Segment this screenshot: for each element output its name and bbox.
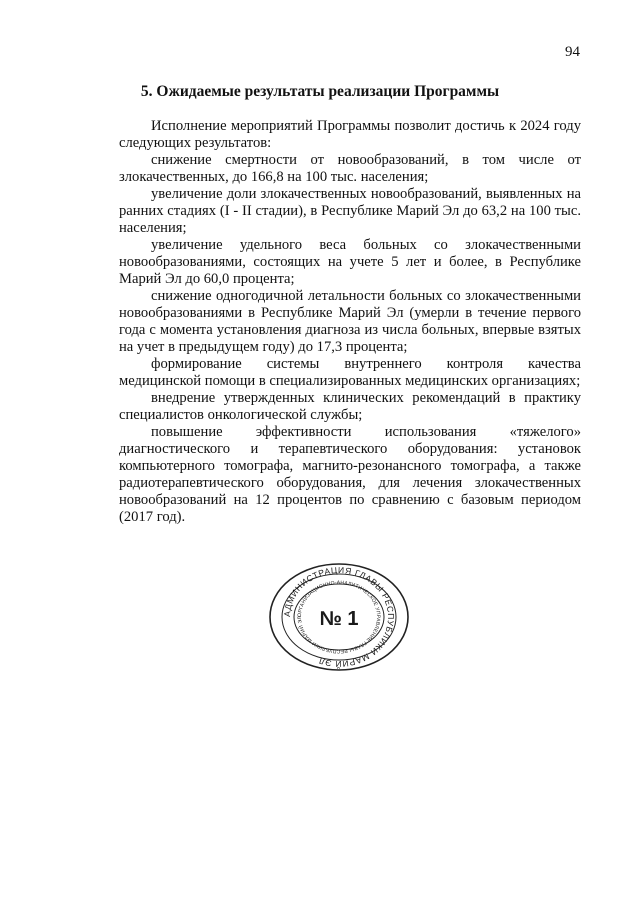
paragraph-clinical-guidelines: внедрение утвержденных клинических рекомендаций в практику специалистов онкологической службы; — [119, 390, 581, 423]
stamp-center-number: № 1 — [319, 608, 359, 630]
stamp-inner-text: ОРГАНИЗАЦИОННО-АНАЛИТИЧЕСКОЕ УПРАВЛЕНИЕ ГЛАВЫ РЕСПУБЛИКИ МАРИЙ ЭЛ — [296, 579, 382, 655]
paragraph-intro: Исполнение мероприятий Программы позволит достичь к 2024 году следующих результатов: — [119, 118, 581, 151]
stamp-seal-graphic — [268, 562, 410, 672]
official-stamp — [268, 562, 410, 672]
paragraph-quality-control: формирование системы внутреннего контроля качества медицинской помощи в специализированных медицинских организациях; — [119, 356, 581, 389]
page-number: 94 — [565, 44, 580, 60]
section-heading: 5. Ожидаемые результаты реализации Программы — [140, 83, 500, 100]
stamp-outer-text: АДМИНИСТРАЦИЯ ГЛАВЫ РЕСПУБЛИКИ МАРИЙ ЭЛ — [281, 564, 397, 670]
paragraph-mortality: снижение смертности от новообразований, в том числе от злокачественных, до 166,8 на 100 тыс. населения; — [119, 152, 581, 185]
paragraph-one-year-lethality: снижение одногодичной летальности больных со злокачественными новообразованиями в Республике Марий Эл (умерли в течение первого года с момента установления диагноза из числа больных, впервые взятых на учет в предыдущем году) до 17,3 процента; — [119, 288, 581, 355]
paragraph-equipment-efficiency: повышение эффективности использования «тяжелого» диагностического и терапевтического оборудования: установок компьютерного томографа, магнито-резонансного томографа, а также радиотерапевтического оборудования, для лечения злокачественных новообразований на 12 процентов по сравнению с базовым периодом (2017 год). — [119, 424, 581, 525]
document-body — [119, 118, 581, 526]
paragraph-early-detection: увеличение доли злокачественных новообразований, выявленных на ранних стадиях (I - II стадии), в Республике Марий Эл до 63,2 на 100 тыс. населения; — [119, 186, 581, 236]
paragraph-five-year-registry: увеличение удельного веса больных со злокачественными новообразованиями, состоящих на учете 5 лет и более, в Республике Марий Эл до 60,0 процента; — [119, 237, 581, 287]
